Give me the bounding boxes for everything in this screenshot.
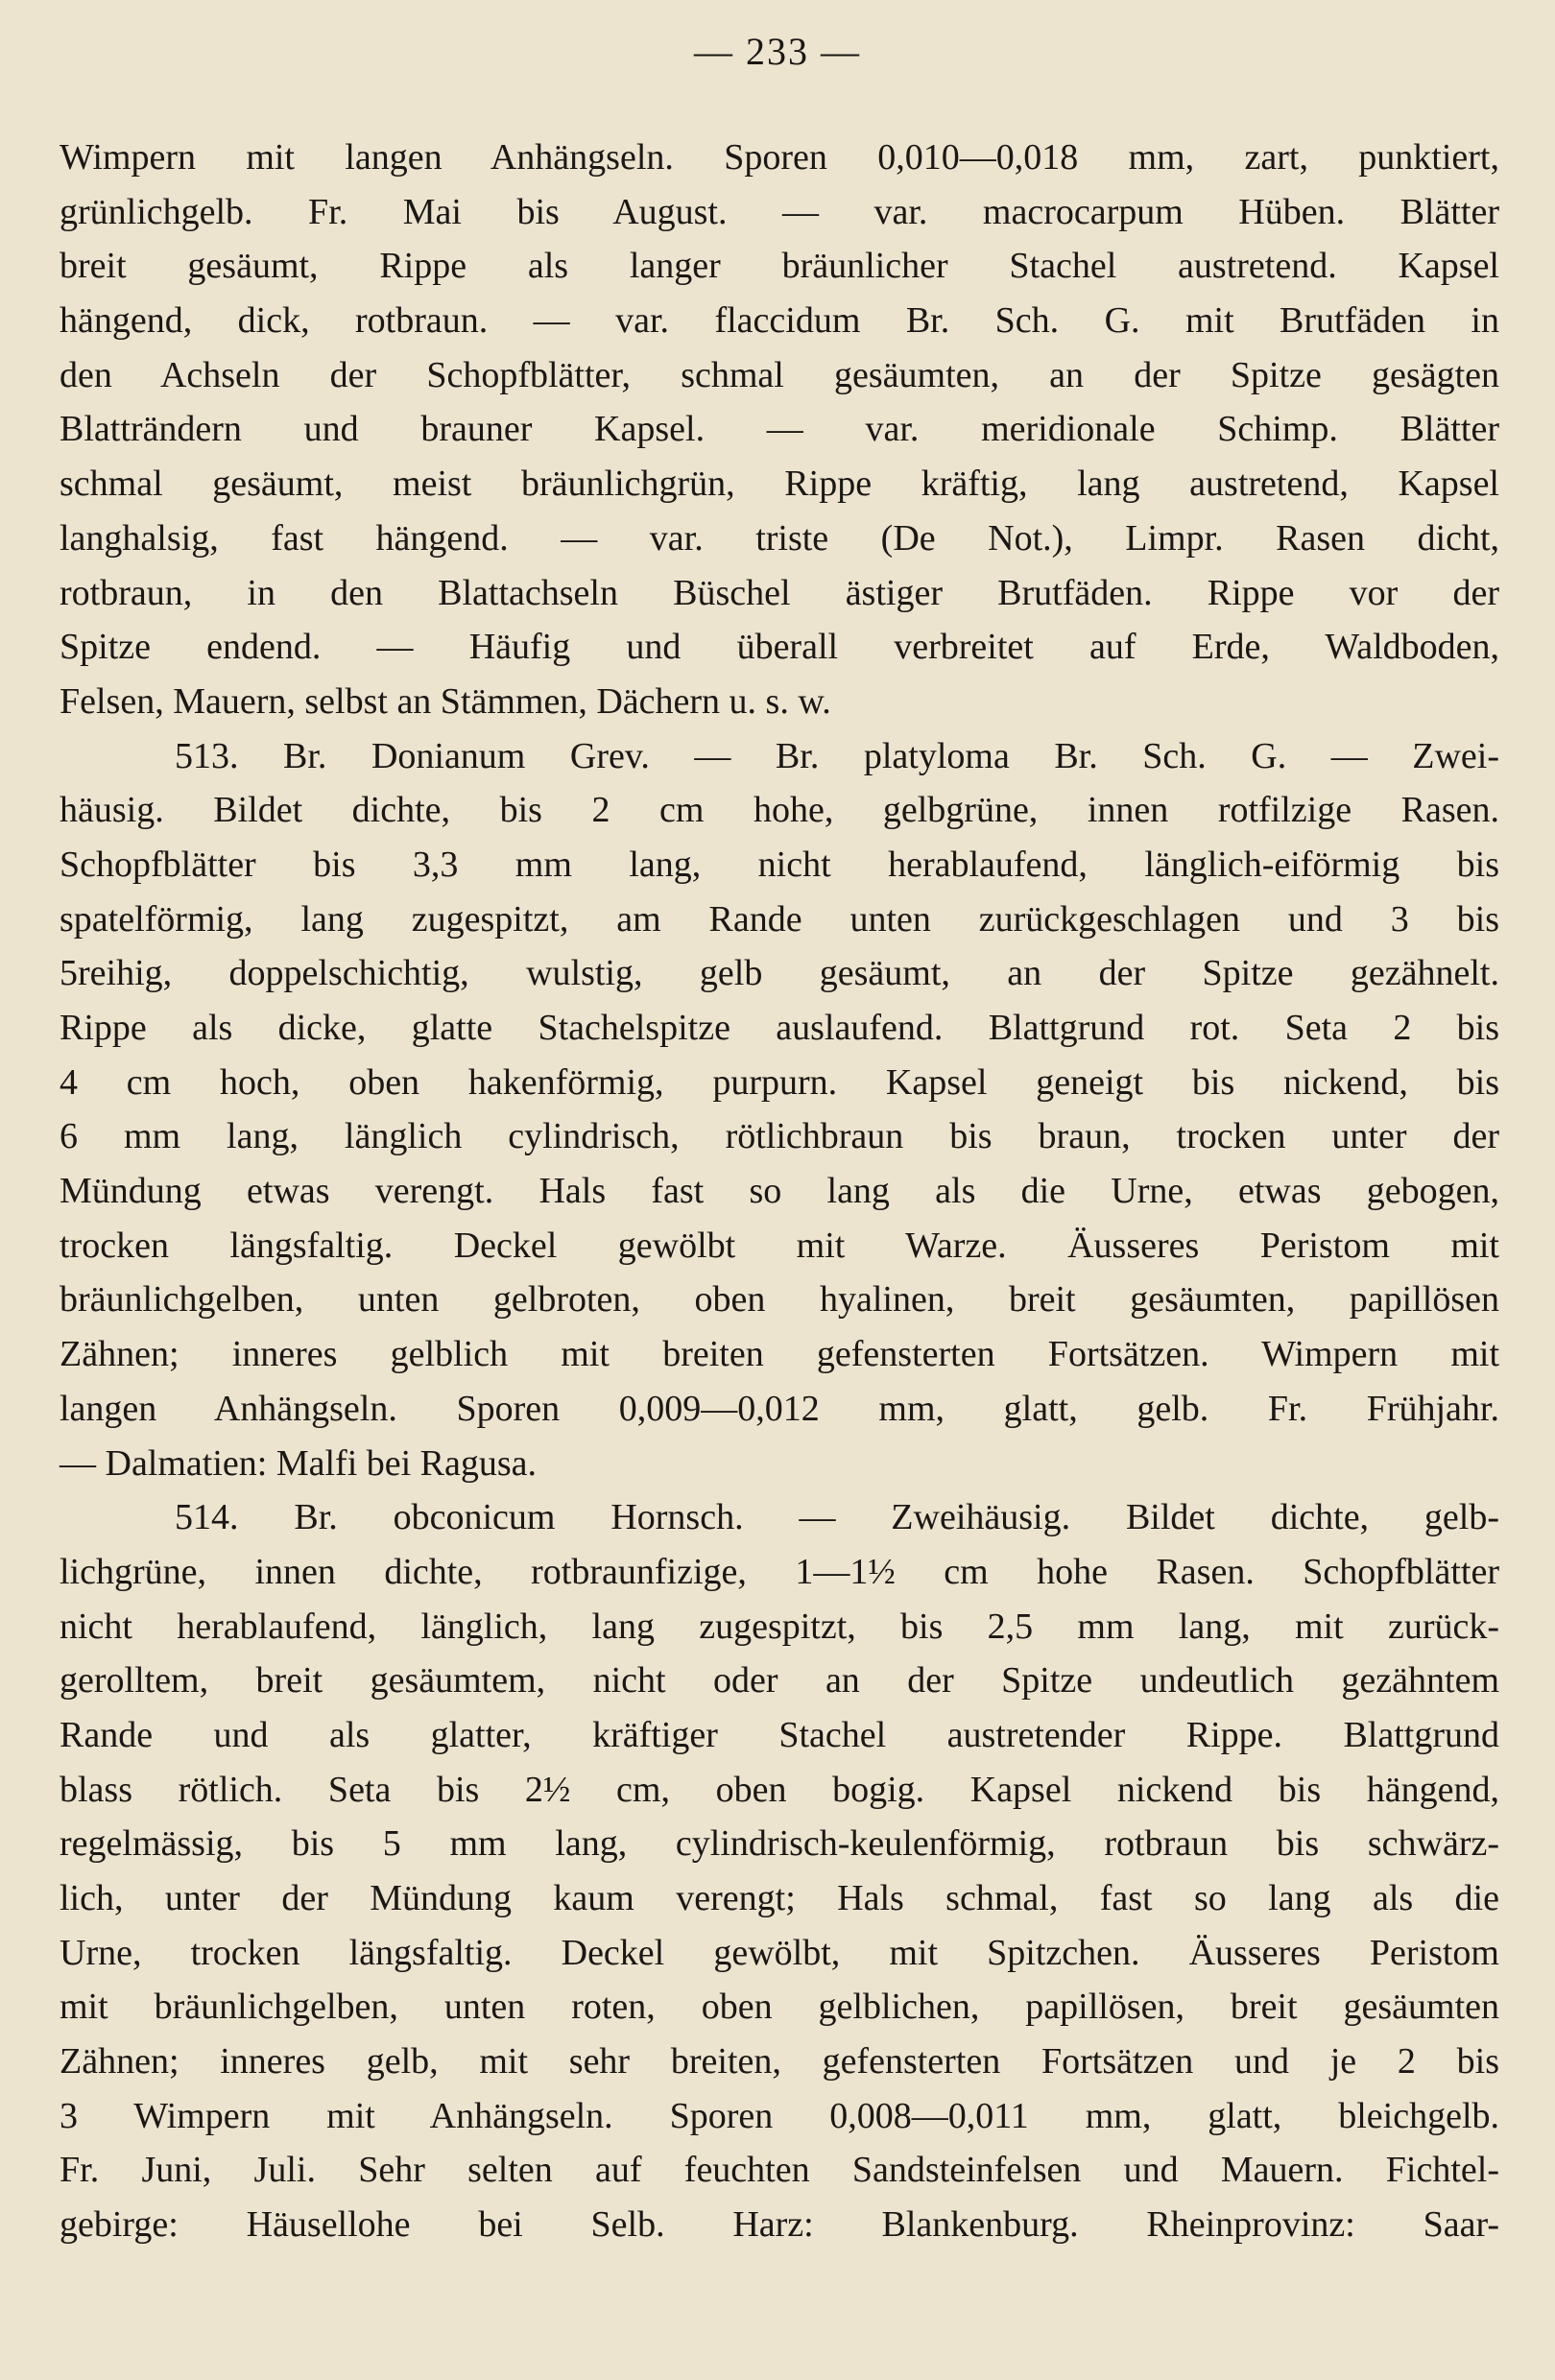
text-line: Urne, trocken längsfaltig. Deckel gewölbt, mit Spitzchen. Äusseres Peristom <box>60 1932 1499 1973</box>
text-line: mit bräunlichgelben, unten roten, oben gelblichen, papillösen, breit gesäumten <box>60 1987 1499 2028</box>
text-line: grünlichgelb. Fr. Mai bis August. — var. macrocarpum Hüben. Blätter <box>60 191 1499 232</box>
text-line: regelmässig, bis 5 mm lang, cylindrisch-keulenförmig, rotbraun bis schwärz- <box>60 1823 1499 1865</box>
text-line: trocken längsfaltig. Deckel gewölbt mit Warze. Äusseres Peristom mit <box>60 1225 1499 1266</box>
text-line: häusig. Bildet dichte, bis 2 cm hohe, gelbgrüne, innen rotfilzige Rasen. <box>60 790 1499 831</box>
text-line: langen Anhängseln. Sporen 0,009—0,012 mm, glatt, gelb. Fr. Frühjahr. <box>60 1388 1499 1429</box>
text-line: blass rötlich. Seta bis 2½ cm, oben bogig. Kapsel nickend bis hängend, <box>60 1769 1499 1810</box>
text-line: Rande und als glatter, kräftiger Stachel austretender Rippe. Blattgrund <box>60 1714 1499 1755</box>
text-line: Fr. Juni, Juli. Sehr selten auf feuchten Sandsteinfelsen und Mauern. Fichtel- <box>60 2150 1499 2191</box>
text-line: schmal gesäumt, meist bräunlichgrün, Rippe kräftig, lang austretend, Kapsel <box>60 464 1499 505</box>
text-line: Blatträndern und brauner Kapsel. — var. meridionale Schimp. Blätter <box>60 409 1499 450</box>
text-line: bräunlichgelben, unten gelbroten, oben hyalinen, breit gesäumten, papillösen <box>60 1279 1499 1321</box>
text-line: 5reihig, doppelschichtig, wulstig, gelb gesäumt, an der Spitze gezähnelt. <box>60 953 1499 994</box>
text-line: 3 Wimpern mit Anhängseln. Sporen 0,008—0,011 mm, glatt, bleichgelb. <box>60 2095 1499 2136</box>
text-line: 514. Br. obconicum Hornsch. — Zweihäusig. Bildet dichte, gelb- <box>175 1497 1499 1538</box>
text-line: Schopfblätter bis 3,3 mm lang, nicht herablaufend, länglich-eiförmig bis <box>60 844 1499 885</box>
text-line: lich, unter der Mündung kaum verengt; Hals schmal, fast so lang als die <box>60 1878 1499 1918</box>
text-line: Wimpern mit langen Anhängseln. Sporen 0,010—0,018 mm, zart, punktiert, <box>60 137 1499 178</box>
text-line: rotbraun, in den Blattachseln Büschel ästiger Brutfäden. Rippe vor der <box>60 572 1499 613</box>
body-text <box>60 131 1499 2252</box>
text-line: 513. Br. Donianum Grev. — Br. platyloma Br. Sch. G. — Zwei- <box>175 735 1499 776</box>
text-line: lichgrüne, innen dichte, rotbraunfizige, 1—1½ cm hohe Rasen. Schopfblätter <box>60 1551 1499 1592</box>
text-line: Zähnen; inneres gelblich mit breiten gefensterten Fortsätzen. Wimpern mit <box>60 1334 1499 1375</box>
text-line: Rippe als dicke, glatte Stachelspitze auslaufend. Blattgrund rot. Seta 2 bis <box>60 1008 1499 1048</box>
text-line: nicht herablaufend, länglich, lang zugespitzt, bis 2,5 mm lang, mit zurück- <box>60 1606 1499 1647</box>
text-line: Spitze endend. — Häufig und überall verbreitet auf Erde, Waldboden, <box>60 627 1499 668</box>
text-line: Felsen, Mauern, selbst an Stämmen, Dächern u. s. w. <box>60 680 831 722</box>
text-line: — Dalmatien: Malfi bei Ragusa. <box>60 1442 538 1484</box>
text-line: 6 mm lang, länglich cylindrisch, rötlichbraun bis braun, trocken unter der <box>60 1116 1499 1157</box>
text-line: Mündung etwas verengt. Hals fast so lang als die Urne, etwas gebogen, <box>60 1171 1499 1212</box>
text-line: hängend, dick, rotbraun. — var. flaccidum Br. Sch. G. mit Brutfäden in <box>60 300 1499 342</box>
text-line: den Achseln der Schopfblätter, schmal gesäumten, an der Spitze gesägten <box>60 354 1499 395</box>
text-line: langhalsig, fast hängend. — var. triste (De Not.), Limpr. Rasen dicht, <box>60 517 1499 559</box>
text-line: gebirge: Häusellohe bei Selb. Harz: Blankenburg. Rheinprovinz: Saar- <box>60 2204 1499 2246</box>
page-number: — 233 — <box>694 30 861 73</box>
text-line: spatelförmig, lang zugespitzt, am Rande unten zurückgeschlagen und 3 bis <box>60 898 1499 940</box>
text-line: gerolltem, breit gesäumtem, nicht oder an der Spitze undeutlich gezähntem <box>60 1660 1499 1702</box>
text-line: breit gesäumt, Rippe als langer bräunlicher Stachel austretend. Kapsel <box>60 246 1499 287</box>
text-line: 4 cm hoch, oben hakenförmig, purpurn. Kapsel geneigt bis nickend, bis <box>60 1061 1499 1103</box>
text-line: Zähnen; inneres gelb, mit sehr breiten, gefensterten Fortsätzen und je 2 bis <box>60 2041 1499 2082</box>
